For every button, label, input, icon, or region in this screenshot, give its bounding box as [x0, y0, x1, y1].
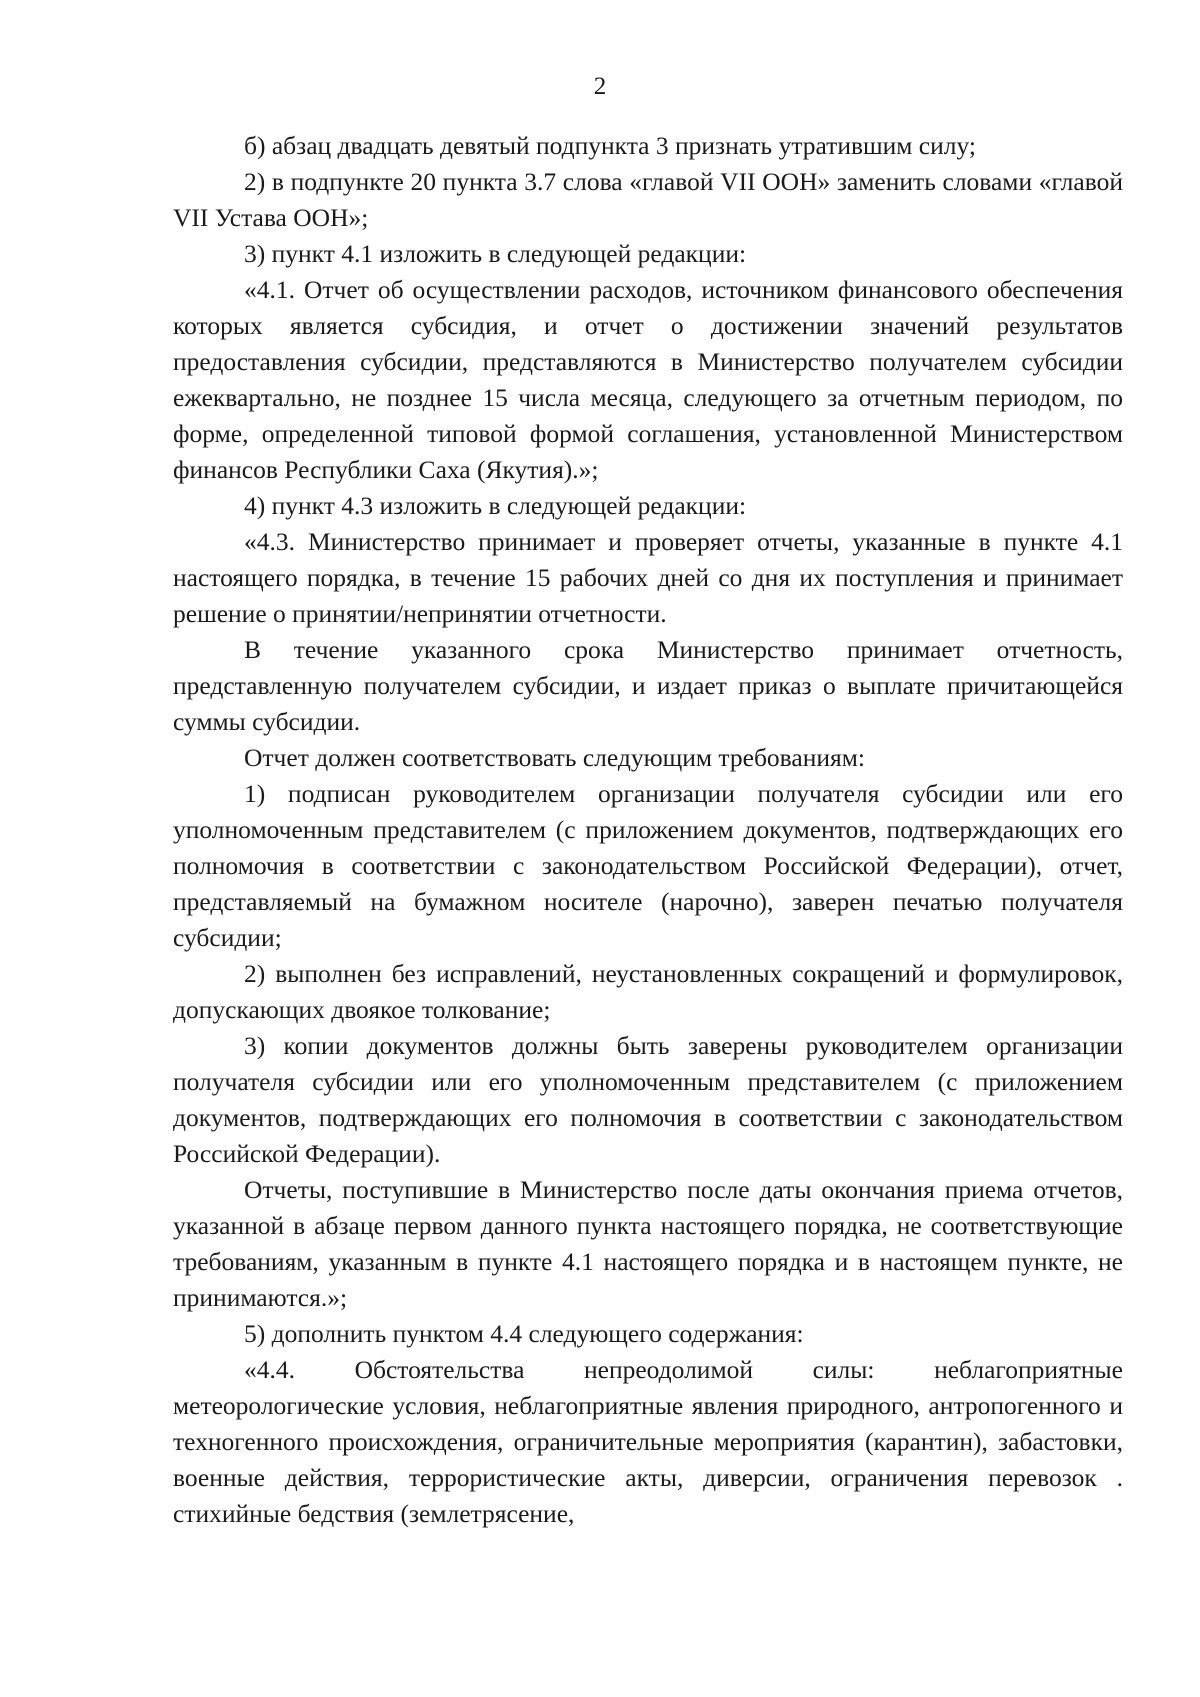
page-number: 2: [593, 73, 607, 100]
paragraph-item-3: 3) пункт 4.1 изложить в следующей редакции:: [244, 239, 747, 268]
paragraph-item-4: 4) пункт 4.3 изложить в следующей редакции:: [244, 491, 747, 520]
paragraph-requirement-3: 3) копии документов должны быть заверены руководителем организации получателя субсидии или его уполномоченным представителем (с приложением документов, подтверждающих его полномочия в соответствии с законодательством Российской Федерации).: [173, 1031, 1123, 1168]
paragraph-item-b: б) абзац двадцать девятый подпункта 3 признать утратившим силу;: [244, 131, 976, 160]
paragraph-requirement-1: 1) подписан руководителем организации получателя субсидии или его уполномоченным представителем (с приложением документов, подтверждающих его полномочия в соответствии с законодательством Российской Федерации), отчет, представляемый на бумажном носителе (нарочно), заверен печатью получателя субсидии;: [173, 779, 1123, 952]
paragraph-requirements-intro: Отчет должен соответствовать следующим требованиям:: [244, 743, 865, 772]
paragraph-late-reports: Отчеты, поступившие в Министерство после даты окончания приема отчетов, указанной в абзаце первом данного пункта настоящего порядка, не соответствующие требованиям, указанным в пункте 4.1 настоящего порядка и в настоящем пункте, не принимаются.»;: [173, 1175, 1123, 1312]
paragraph-review-period: В течение указанного срока Министерство принимает отчетность, представленную получателем субсидии, и издает приказ о выплате причитающейся суммы субсидии.: [173, 635, 1123, 736]
paragraph-clause-4-3: «4.3. Министерство принимает и проверяет отчеты, указанные в пункте 4.1 настоящего порядка, в течение 15 рабочих дней со дня их поступления и принимает решение о принятии/непринятии отчетности.: [173, 527, 1123, 628]
paragraph-clause-4-1: «4.1. Отчет об осуществлении расходов, источником финансового обеспечения которых является субсидия, и отчет о достижении значений результатов предоставления субсидии, представляются в Министерство получателем субсидии ежеквартально, не позднее 15 числа месяца, следующего за отчетным периодом, по форме, определенной типовой формой соглашения, установленной Министерством финансов Республики Саха (Якутия).»;: [173, 275, 1123, 484]
paragraph-item-2: 2) в подпункте 20 пункта 3.7 слова «главой VII ООН» заменить словами «главой VII Устава ООН»;: [173, 167, 1123, 232]
paragraph-item-5: 5) дополнить пунктом 4.4 следующего содержания:: [244, 1319, 804, 1348]
paragraph-clause-4-4: «4.4. Обстоятельства непреодолимой силы: неблагоприятные метеорологические условия, неблагоприятные явления природного, антропогенного и техногенного происхождения, ограничительные мероприятия (карантин), забастовки, военные действия, террористические акты, диверсии, ограничения перевозок . стихийные бедствия (землетрясение,: [173, 1355, 1123, 1528]
document-body: [173, 128, 1123, 1532]
paragraph-requirement-2: 2) выполнен без исправлений, неустановленных сокращений и формулировок, допускающих двоякое толкование;: [173, 959, 1123, 1024]
